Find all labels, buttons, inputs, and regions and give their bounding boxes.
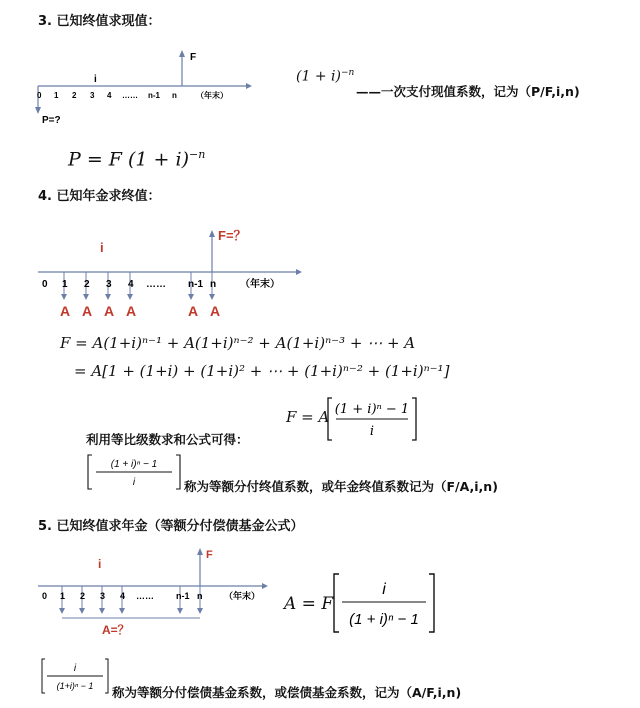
annuity-label: A bbox=[60, 303, 71, 319]
af-result-bracket bbox=[332, 570, 436, 636]
tick-label: 4 bbox=[128, 279, 134, 290]
fa-result-bracket bbox=[326, 394, 418, 444]
period-unit-label: （年末） bbox=[224, 591, 261, 601]
present-value-formula: P = F $(1 + i)^{-n}$ bbox=[68, 148, 206, 171]
tick-label: …… bbox=[136, 591, 154, 601]
tick-label: 2 bbox=[84, 279, 90, 290]
af-factor-denominator: (1+i)ⁿ − 1 bbox=[56, 681, 94, 691]
tick-label: 2 bbox=[72, 91, 77, 100]
tick-label: 0 bbox=[42, 279, 48, 290]
cash-flow-diagram-2 bbox=[34, 224, 304, 322]
interest-label: i bbox=[100, 240, 104, 255]
tick-label: n bbox=[197, 591, 203, 601]
section-5-title: 5. 已知终值求年金（等额分付偿债基金公式） bbox=[38, 519, 304, 534]
tick-label: 2 bbox=[80, 591, 86, 601]
af-factor-description: 称为等额分付偿债基金系数，或偿债基金系数，记为（A/F,i,n) bbox=[112, 685, 462, 700]
tick-label: n bbox=[172, 91, 177, 100]
period-unit-label: （年末） bbox=[240, 279, 280, 290]
af-result-numerator: i bbox=[382, 581, 386, 598]
annuity-label: A bbox=[82, 303, 93, 319]
tick-label: 4 bbox=[120, 591, 126, 601]
tick-label: n-1 bbox=[188, 279, 203, 290]
future-value-expansion: F = A(1+i)ⁿ⁻¹ + A(1+i)ⁿ⁻² + A(1+i)ⁿ⁻³ + ⋯ + A bbox=[60, 334, 416, 352]
tick-label: 3 bbox=[106, 279, 112, 290]
fa-result-denominator: i bbox=[369, 424, 375, 439]
interest-label: i bbox=[98, 557, 102, 571]
af-result-lhs: A = F bbox=[284, 594, 334, 614]
tick-label: 1 bbox=[54, 91, 59, 100]
af-result-denominator: (1 + i)ⁿ − 1 bbox=[349, 611, 419, 628]
period-unit-label: （年末） bbox=[196, 91, 228, 100]
tick-label: 3 bbox=[90, 91, 95, 100]
fa-factor-denominator: i bbox=[132, 477, 136, 488]
geometric-sum-note: 利用等比级数求和公式可得： bbox=[86, 432, 249, 447]
annuity-label: A=？ bbox=[102, 623, 130, 637]
fa-factor-description: 称为等额分付终值系数，或年金终值系数记为（F/A,i,n) bbox=[184, 479, 498, 494]
cash-flow-diagram-3 bbox=[34, 544, 274, 642]
interest-label: i bbox=[94, 74, 97, 85]
future-value-label: F bbox=[206, 549, 213, 561]
tick-label: …… bbox=[122, 91, 138, 100]
tick-label: n bbox=[210, 279, 217, 290]
af-factor-numerator: i bbox=[73, 663, 77, 674]
tick-label: n-1 bbox=[148, 91, 160, 100]
cash-flow-diagram-1 bbox=[34, 48, 254, 126]
fa-factor-bracket bbox=[86, 452, 182, 492]
fa-result-lhs: F = A bbox=[286, 408, 330, 426]
annuity-label: A bbox=[210, 303, 221, 319]
section-3-title: 3. 已知终值求现值： bbox=[38, 14, 161, 29]
future-value-geometric-series: = A[1 + (1+i) + (1+i)² + ⋯ + (1+i)ⁿ⁻² + (1+i)ⁿ⁻¹] bbox=[74, 362, 450, 380]
tick-label: …… bbox=[146, 279, 166, 290]
tick-label: 0 bbox=[42, 591, 48, 601]
fa-result-numerator: (1 + i)ⁿ − 1 bbox=[334, 402, 410, 417]
pf-factor-description: ——一次支付现值系数，记为（P/F,i,n) bbox=[356, 84, 580, 99]
fa-factor-numerator: (1 + i)ⁿ − 1 bbox=[110, 459, 158, 470]
tick-label: 1 bbox=[62, 279, 68, 290]
tick-label: 4 bbox=[107, 91, 112, 100]
future-value-label: F=？ bbox=[218, 228, 247, 243]
tick-label: 0 bbox=[37, 91, 42, 100]
pf-factor: $(1 + i)^{-n}$ bbox=[296, 68, 355, 85]
annuity-label: A bbox=[104, 303, 115, 319]
tick-label: n-1 bbox=[176, 591, 190, 601]
present-value-label: P=? bbox=[42, 115, 61, 126]
annuity-label: A bbox=[126, 303, 137, 319]
af-factor-bracket bbox=[40, 656, 110, 696]
future-value-label: F bbox=[190, 52, 197, 63]
section-4-title: 4. 已知年金求终值： bbox=[38, 189, 161, 204]
tick-label: 1 bbox=[60, 591, 66, 601]
tick-label: 3 bbox=[100, 591, 106, 601]
annuity-label: A bbox=[188, 303, 199, 319]
